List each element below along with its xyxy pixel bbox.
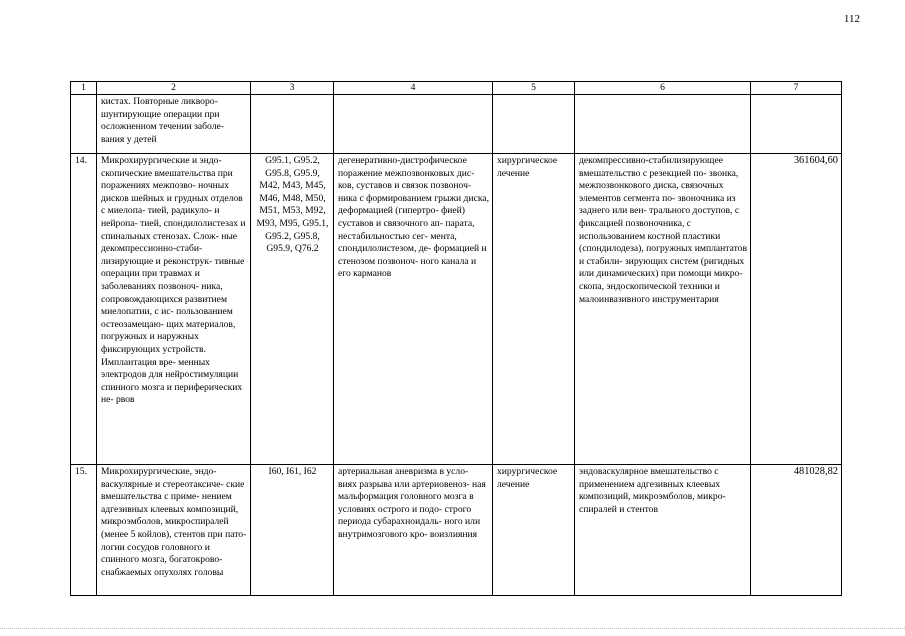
header-col-3: 3 — [251, 82, 334, 95]
header-col-1: 1 — [71, 82, 97, 95]
service-name: Микрохирургические и эндо- скопические вмешательства при поражениях межпозво- ночных дисков шейных и грудных отделов с миелопа- тией, радикуло- и нейропа- тией, спондилолистезах и спинальных стенозах. Слож- ные декомпрессионно-стаби- лизирующие и реконструк- тивные операции при травмах и заболеваниях позвоноч- ника, сопровождающихся развитием миелопатии, с ис- пользованием остеозамещаю- щих материалов, погружных и наружных фиксирующих устройств. Имплантация вре- менных электродов для нейростимуляции спинного мозга и периферических не- рвов — [97, 154, 251, 465]
price: 481028,82 — [751, 465, 842, 596]
patient-model: артериальная аневризма в усло- виях разрыва или артериовеноз- ная мальформация головного мозга в условиях острого и подо- строго периода субарахноидаль- ного или внутримозгового кро- воизлияния — [334, 465, 493, 596]
price — [751, 95, 842, 154]
header-col-6: 6 — [575, 82, 751, 95]
row-number: 15. — [71, 465, 97, 596]
treatment-method: декомпрессивно-стабилизирующее вмешательство с резекцией по- звонка, межпозвонкового диска, связочных элементов сегмента по- звоночника из заднего или вен- трального доступов, с фиксацией позвоночника, с использованием костной пластики (спондилодеза), погружных имплантатов и стабили- зирующих систем (ригидных или динамических) при помощи микро- скопа, эндоскопической техники и малоинвазивного инструментария — [575, 154, 751, 465]
row-number — [71, 95, 97, 154]
price: 361604,60 — [751, 154, 842, 465]
scan-edge-divider — [0, 628, 905, 629]
table-row — [71, 95, 842, 154]
service-name: кистах. Повторные ликворо- шунтирующие операции при осложненном течении заболе- вания у детей — [97, 95, 251, 154]
treatment-method: эндоваскулярное вмешательство с применением адгезивных клеевых композиций, микроэмболов, микро- спиралей и стентов — [575, 465, 751, 596]
patient-model — [334, 95, 493, 154]
header-col-4: 4 — [334, 82, 493, 95]
header-col-7: 7 — [751, 82, 842, 95]
page-number: 112 — [843, 13, 860, 25]
treatment-method — [575, 95, 751, 154]
service-name: Микрохирургические, эндо- васкулярные и стереотаксиче- ские вмешательства с приме- нением адгезивных клеевых композиций, микроэмболов, микроспиралей (менее 5 койлов), стентов при пато- логии сосудов головного и спинного мозга, богатокрово- снабжаемых опухолях головы — [97, 465, 251, 596]
patient-model: дегенеративно-дистрофическое поражение межпозвонковых дис- ков, суставов и связок позвоноч- ника с формированием грыжи диска, деформацией (гипертро- фией) суставов и связочного ап- парата, нестабильностью сег- мента, спондилолистезом, де- формацией и стенозом позвоноч- ного канала и его карманов — [334, 154, 493, 465]
treatment-type: хирургическое лечение — [493, 154, 575, 465]
icd-codes: I60, I61, I62 — [251, 465, 334, 596]
table-header-row — [71, 82, 842, 95]
table-row — [71, 465, 842, 596]
row-number: 14. — [71, 154, 97, 465]
header-col-2: 2 — [97, 82, 251, 95]
services-table — [70, 81, 842, 596]
table-row — [71, 154, 842, 465]
icd-codes — [251, 95, 334, 154]
icd-codes: G95.1, G95.2, G95.8, G95.9, M42, M43, M45, M46, M48, M50, M51, M53, M92, M93, M95, G95.1, G95.2, G95.8, G95.9, Q76.2 — [251, 154, 334, 465]
treatment-type — [493, 95, 575, 154]
header-col-5: 5 — [493, 82, 575, 95]
treatment-type: хирургическое лечение — [493, 465, 575, 596]
